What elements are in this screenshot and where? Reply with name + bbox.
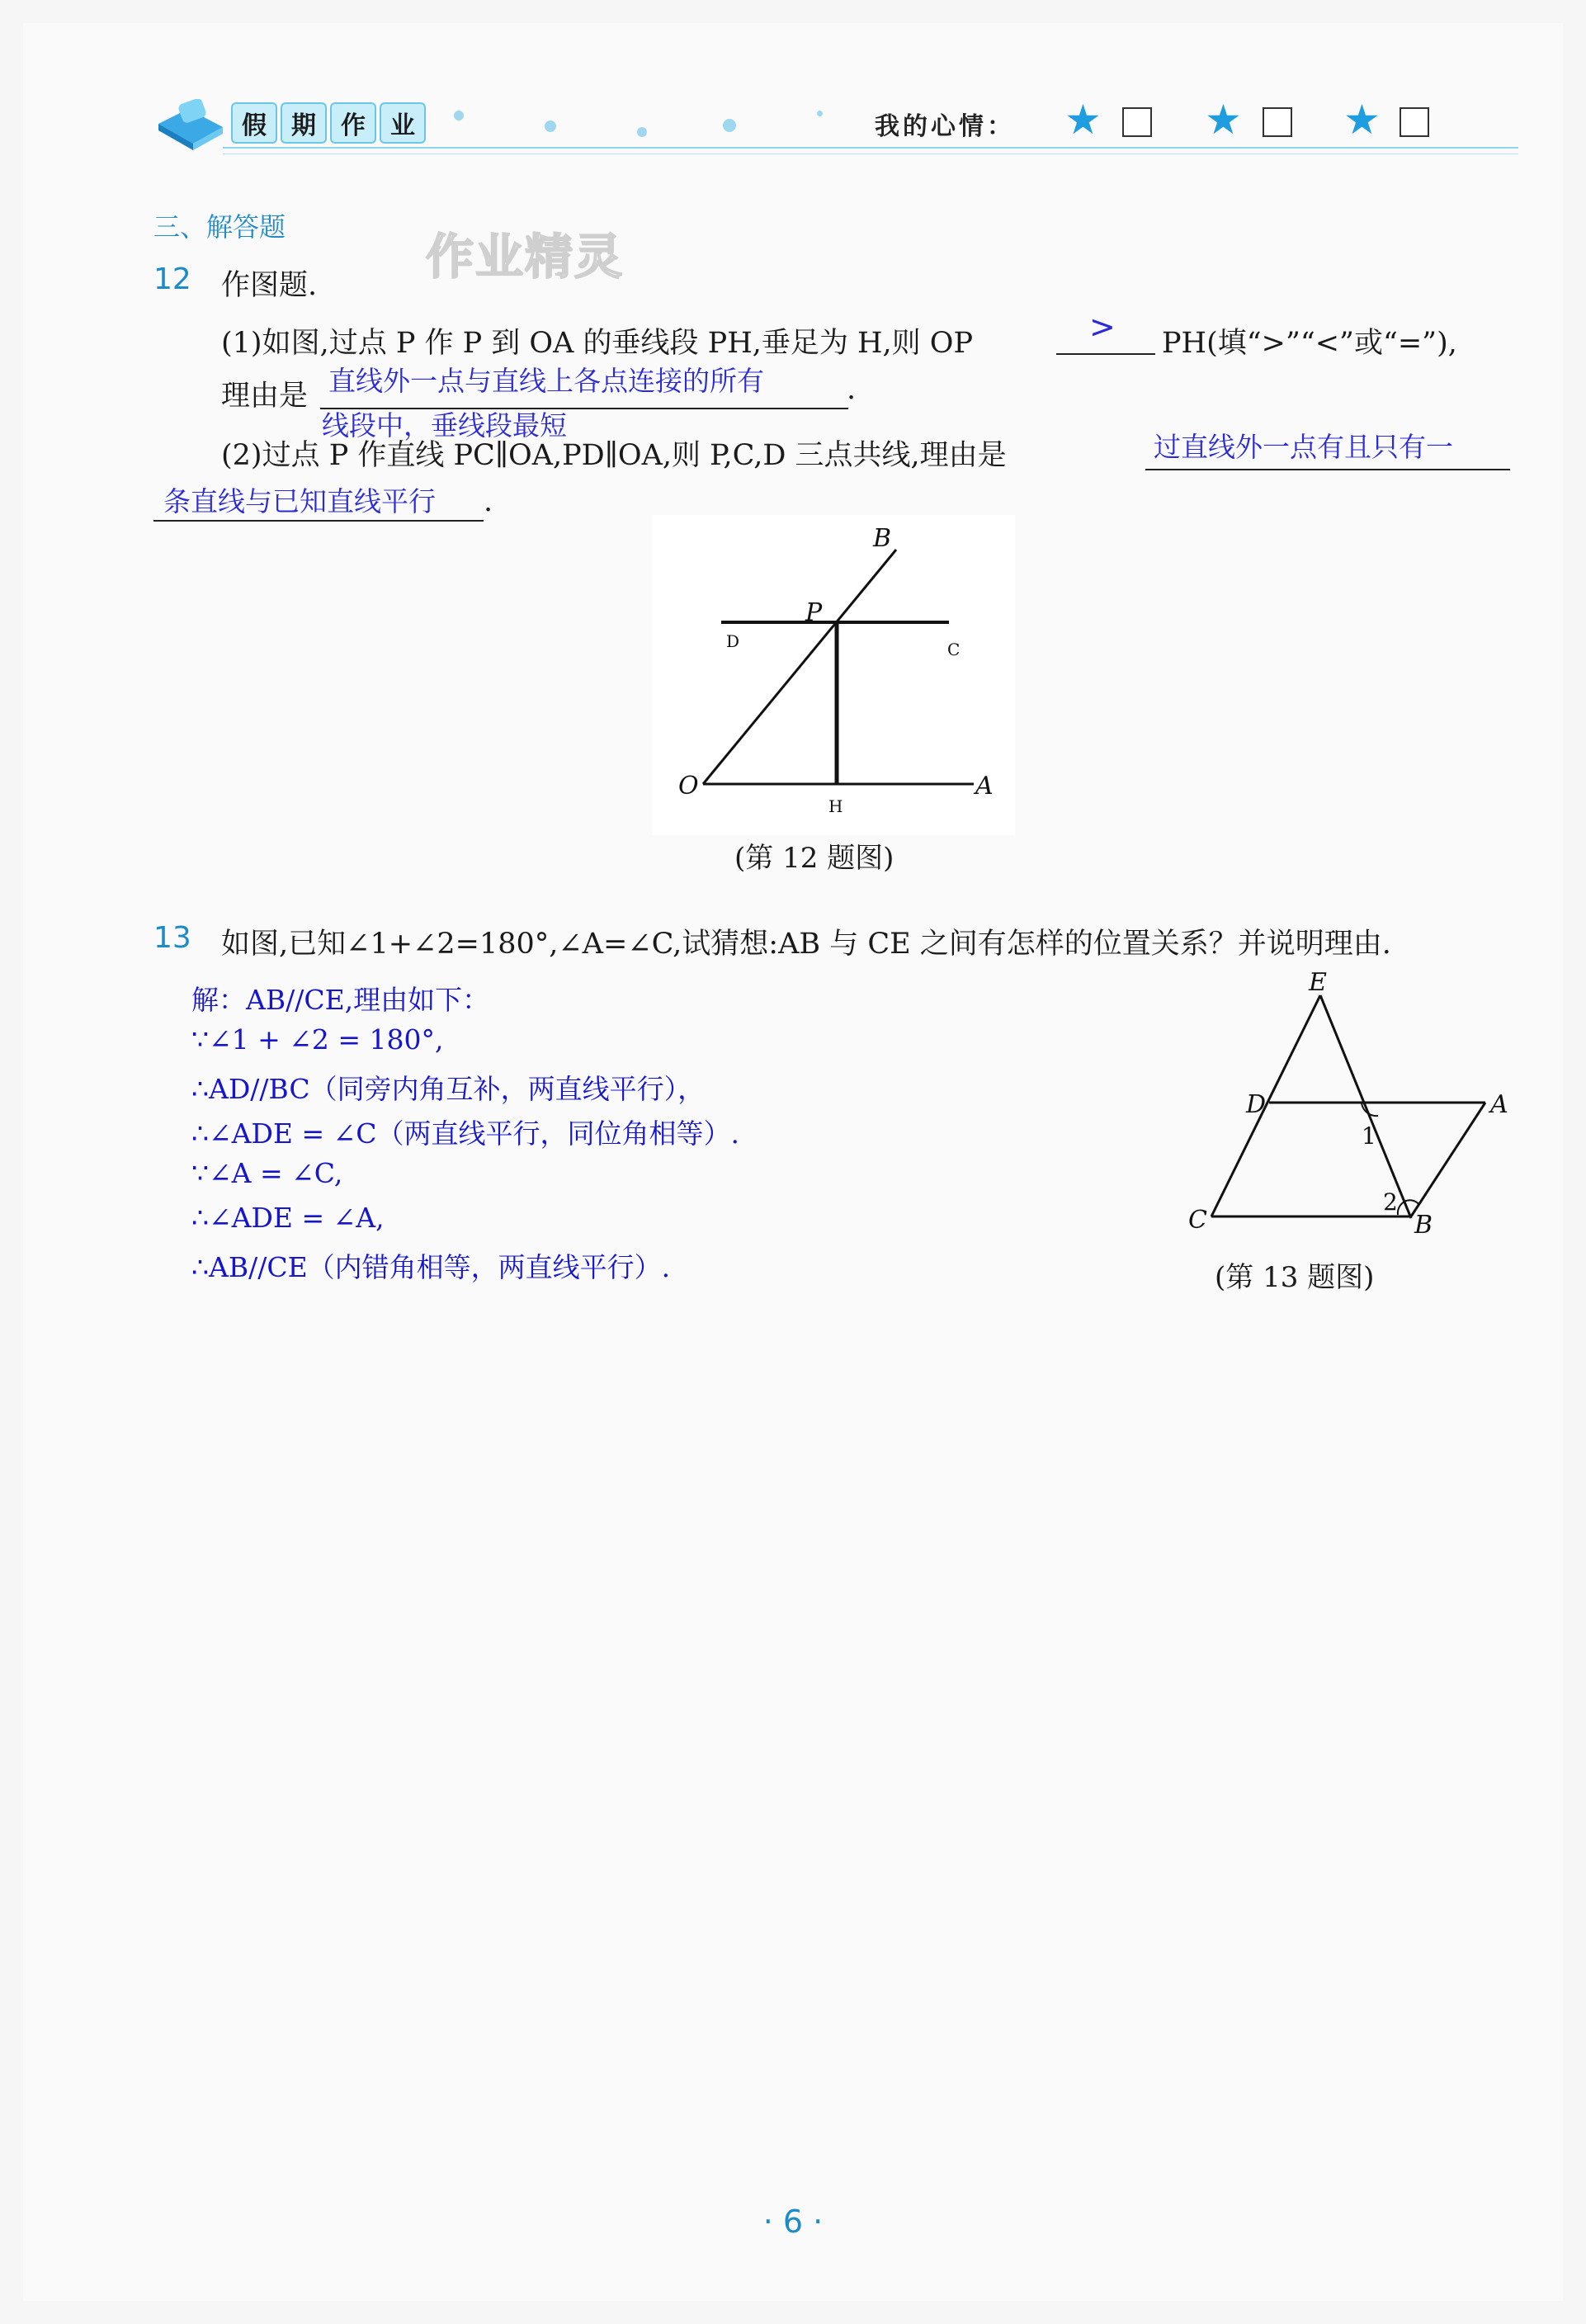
- handwritten-answer: 过直线外一点有且只有一: [1154, 431, 1453, 463]
- decor-dot: [817, 111, 823, 116]
- solution-line: ∴∠ADE = ∠A,: [191, 1202, 385, 1234]
- header-tile: 期: [281, 102, 327, 144]
- solution-line: ∵∠1 + ∠2 = 180°,: [191, 1023, 444, 1056]
- label-A: A: [1490, 1090, 1508, 1119]
- decor-dot: [723, 119, 736, 132]
- mood-checkbox[interactable]: [1263, 107, 1292, 137]
- star-icon: ★: [1343, 96, 1381, 144]
- answer-blank: [1145, 469, 1510, 470]
- label-O: O: [678, 772, 699, 801]
- question-number: 12: [153, 262, 191, 296]
- label-B: B: [1414, 1211, 1433, 1240]
- star-icon: ★: [1064, 96, 1102, 144]
- header-title-tiles: [231, 102, 426, 144]
- handwritten-answer: >: [1089, 309, 1116, 345]
- answer-blank: [1056, 353, 1155, 355]
- figure-caption: (第 13 题图): [1215, 1261, 1375, 1294]
- figure-13: [1188, 971, 1527, 1243]
- watermark-logo: 作业精灵: [426, 229, 625, 285]
- label-P: P: [805, 598, 823, 627]
- solution-line: ∴AB//CE（内错角相等，两直线平行）.: [191, 1251, 671, 1283]
- solution-line: 解：AB//CE,理由如下：: [191, 984, 490, 1016]
- answer-blank: [153, 520, 484, 522]
- q12-part2-text: (2)过点 P 作直线 PC∥OA,PD∥OA,则 P,C,D 三点共线,理由是: [221, 439, 1007, 472]
- mood-checkbox[interactable]: [1400, 107, 1429, 137]
- label-C: C: [1188, 1206, 1207, 1235]
- period: .: [847, 373, 857, 406]
- angle-1-label: 1: [1362, 1122, 1376, 1150]
- solution-line: ∴AD//BC（同旁内角互补，两直线平行），: [191, 1073, 706, 1105]
- handwritten-answer: 线段中，垂线段最短: [322, 409, 567, 442]
- q12-part1-text-end: PH(填“>”“<”或“=”),: [1162, 327, 1457, 360]
- angle-2-label: 2: [1383, 1188, 1398, 1216]
- label-H: H: [828, 796, 843, 816]
- header-tile: 业: [380, 102, 426, 144]
- decor-dot: [545, 120, 556, 132]
- figure-caption: (第 12 题图): [734, 842, 894, 875]
- handwritten-answer: 条直线与已知直线平行: [163, 485, 436, 517]
- decor-dot: [454, 111, 464, 120]
- label-D: D: [726, 631, 740, 651]
- header-tile: 作: [330, 102, 376, 144]
- decor-dot: [637, 127, 647, 137]
- label-C: C: [947, 640, 961, 659]
- header-rule: [223, 147, 1518, 149]
- page-number: · 6 ·: [762, 2204, 824, 2240]
- solution-line: ∵∠A = ∠C,: [191, 1157, 343, 1189]
- question-number: 13: [153, 921, 191, 955]
- solution-line: ∴∠ADE = ∠C（两直线平行，同位角相等）.: [191, 1117, 740, 1150]
- header-tile: 假: [231, 102, 277, 144]
- question-text: 如图,已知∠1+∠2=180°,∠A=∠C,试猜想:AB 与 CE 之间有怎样的位置关系？并说明理由.: [221, 928, 1391, 961]
- label-D: D: [1246, 1090, 1267, 1119]
- label-E: E: [1309, 971, 1327, 997]
- question-title: 作图题.: [221, 269, 318, 302]
- label-B: B: [873, 524, 892, 553]
- label-A: A: [975, 772, 994, 801]
- q12-part1-text: (1)如图,过点 P 作 P 到 OA 的垂线段 PH,垂足为 H,则 OP: [221, 327, 973, 360]
- handwritten-answer: 直线外一点与直线上各点连接的所有: [328, 365, 764, 397]
- period: .: [484, 485, 493, 518]
- book-icon: [155, 99, 226, 154]
- reason-label: 理由是: [221, 380, 309, 413]
- section-title: 三、解答题: [153, 211, 286, 243]
- figure-12: [652, 515, 1015, 835]
- star-icon: ★: [1205, 96, 1242, 144]
- mood-checkbox[interactable]: [1122, 107, 1152, 137]
- mood-label: 我的心情：: [875, 112, 1015, 141]
